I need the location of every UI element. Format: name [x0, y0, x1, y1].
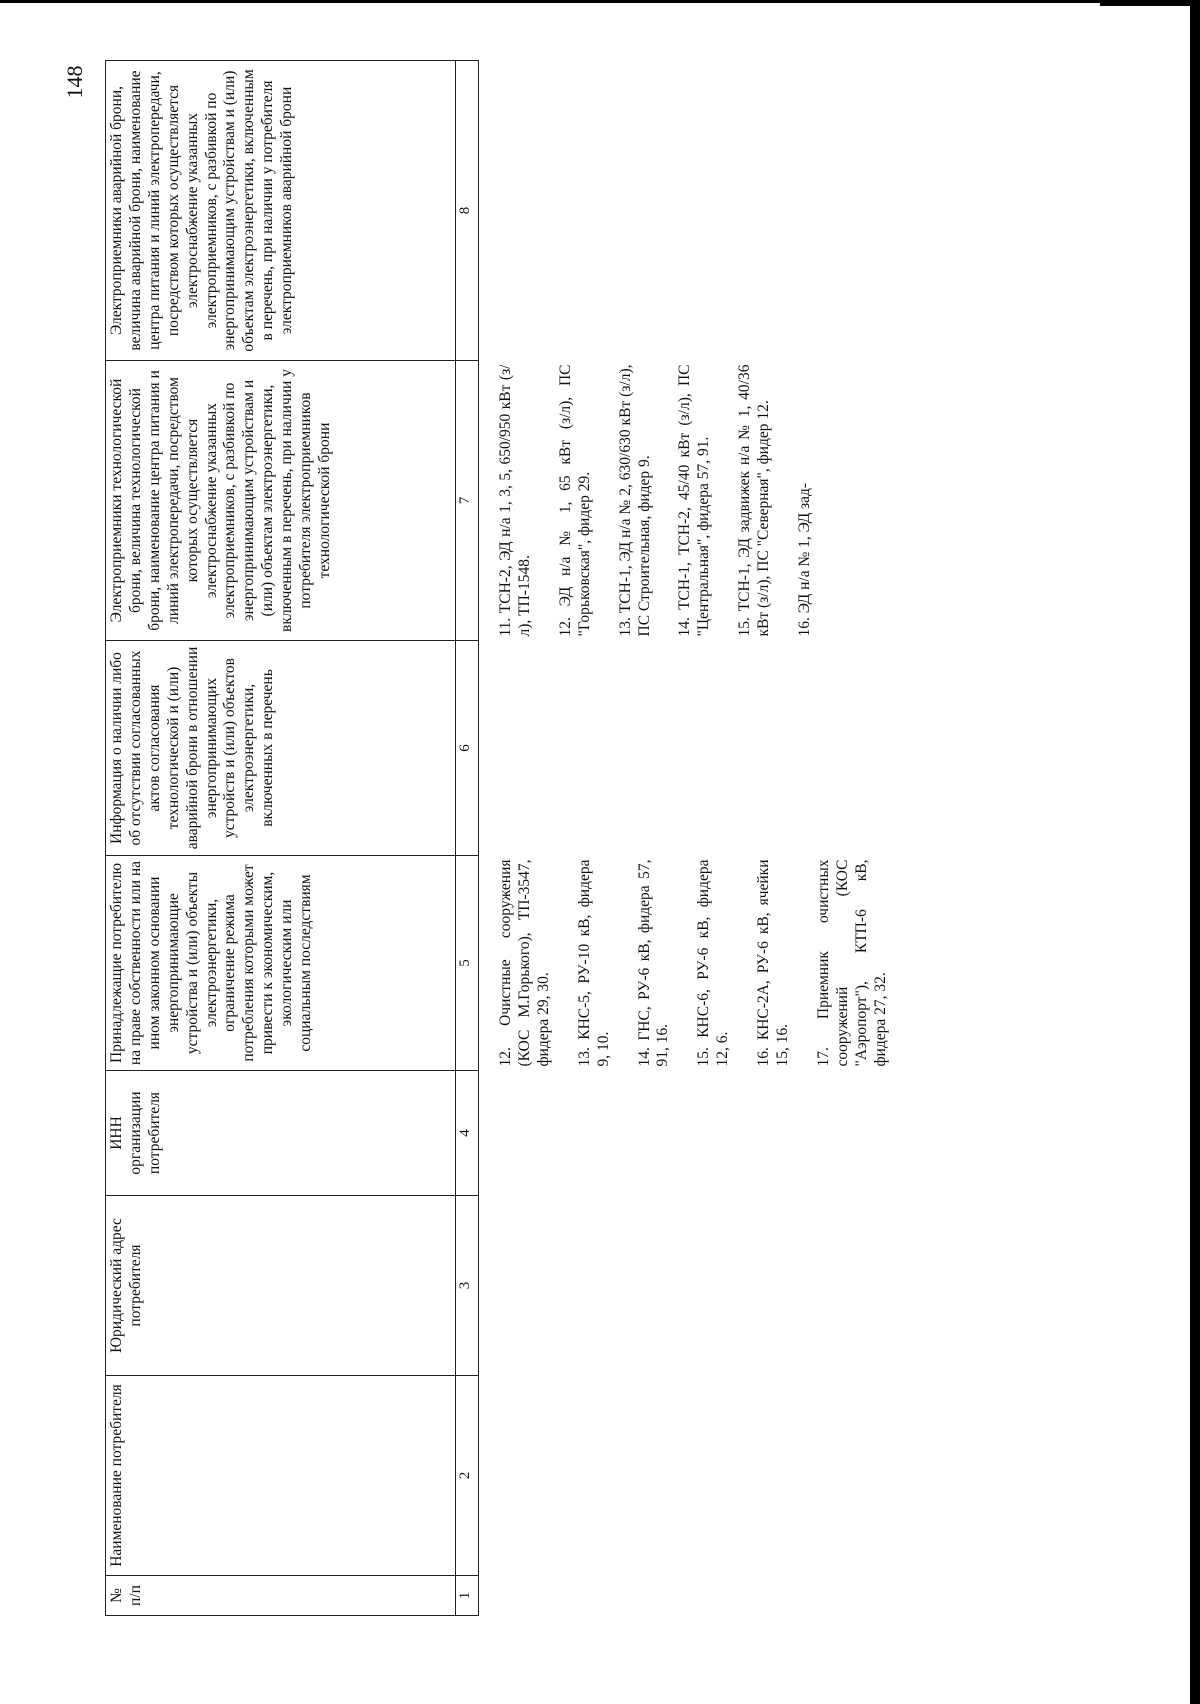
- device-entry: 13. КНС-5, РУ-10 кВ, фидера 9, 10.: [575, 859, 612, 1067]
- tech-reserve-entry: 13. ТСН-1, ЭД н/а № 2, 630/630 кВт (з/л), ПС Строительная, фидер 9.: [616, 364, 653, 637]
- scan-edge-right-top: [1100, 0, 1200, 6]
- column-numbers-row: [456, 61, 479, 1616]
- column-number: 2: [456, 1376, 479, 1576]
- device-entry: 15. КНС-6, РУ-6 кВ, фидера 12, 6.: [695, 859, 732, 1067]
- scan-edge-right: [1190, 0, 1200, 1704]
- body-cell-devices: [479, 856, 893, 1071]
- table-header-row: [106, 61, 456, 1616]
- body-cell-empty: [479, 1576, 893, 1616]
- page-number: 148: [62, 65, 87, 99]
- body-cell-empty: [479, 1196, 893, 1376]
- rotated-table-container: [105, 61, 889, 1616]
- tech-reserve-entry: 12. ЭД н/а № 1, 65 кВт (з/л), ПС "Горьковская", фидер 29.: [556, 364, 593, 637]
- column-number: 1: [456, 1576, 479, 1616]
- column-number: 5: [456, 856, 479, 1071]
- header-cell-address: Юридический адрес потребителя: [106, 1196, 456, 1376]
- body-cell-empty: [479, 61, 893, 361]
- column-number: 4: [456, 1071, 479, 1196]
- device-entry: 17. Приемник очистных сооружений (КОС "Аэропорт"), КТП-6 кВ, фидера 27, 32.: [814, 859, 889, 1067]
- scan-edge-top: [0, 0, 1200, 3]
- table-body-row: [479, 61, 893, 1616]
- body-cell-empty: [479, 1071, 893, 1196]
- body-cell-tech-reserve: [479, 361, 893, 641]
- tech-reserve-entry: 11. ТСН-2, ЭД н/а 1, 3, 5, 650/950 кВт (з/л), ТП-1548.: [497, 364, 533, 637]
- body-cell-empty: [479, 1376, 893, 1576]
- header-cell-num: № п/п: [106, 1576, 456, 1616]
- header-cell-name: Наименование потребителя: [106, 1376, 456, 1576]
- header-cell-tech-reserve: Электроприемники технологической брони, величина технологической брони, наименование центра питания и линий электропередачи, посредством которых осуществляется электроснабжение указанных электроприемников, с разбивкой по энергопринимающим устройствам и (или) объектам электроэнергетики, включенным в перечень, при наличии у потребителя электроприемников технологической брони: [106, 361, 456, 641]
- device-entry: 16. КНС-2А, РУ-6 кВ, ячейки 15, 16.: [755, 859, 792, 1067]
- device-entry: 14. ГНС, РУ-6 кВ, фидера 57, 91, 16.: [635, 859, 672, 1067]
- tech-reserve-entry: 15. ТСН-1, ЭД задвижек н/а № 1, 40/36 кВт (з/л), ПС "Северная", фидер 12.: [736, 364, 773, 637]
- consumers-table: [105, 60, 893, 1616]
- header-cell-devices: Принадлежащие потребителю на праве собственности или на ином законном основании энергопринимающие устройства и (или) объекты электроэнергетики, ограничение режима потребления которыми может привести к экономическим, экологическим или социальным последствиям: [106, 856, 456, 1071]
- header-cell-acts-info: Информация о наличии либо об отсутствии согласованных актов согласования технологической и (или) аварийной брони в отношении энергопринимающих устройств и (или) объектов электроэнергетики, включенных в перечень: [106, 641, 456, 856]
- header-cell-inn: ИНН организации потребителя: [106, 1071, 456, 1196]
- body-cell-empty: [479, 641, 893, 856]
- column-number: 8: [456, 61, 479, 361]
- column-number: 6: [456, 641, 479, 856]
- column-number: 3: [456, 1196, 479, 1376]
- column-number: 7: [456, 361, 479, 641]
- tech-reserve-entry: 14. ТСН-1, ТСН-2, 45/40 кВт (з/л), ПС "Центральная", фидера 57, 91.: [676, 364, 713, 637]
- device-entry: 12. Очистные сооружения (КОС М.Горького), ТП-3547, фидера 29, 30.: [497, 859, 552, 1067]
- tech-reserve-entry: 16. ЭД н/а № 1, ЭД зад-: [796, 482, 814, 637]
- header-cell-emergency-reserve: Электроприемники аварийной брони, величина аварийной брони, наименование центра питания и линий электропередачи, посредством которых осуществляется электроснабжение указанных электроприемников, с разбивкой по энергопринимающим устройствам и (или) объектам электроэнергетики, включенным в перечень, при наличии у потребителя электроприемников аварийной брони: [106, 61, 456, 361]
